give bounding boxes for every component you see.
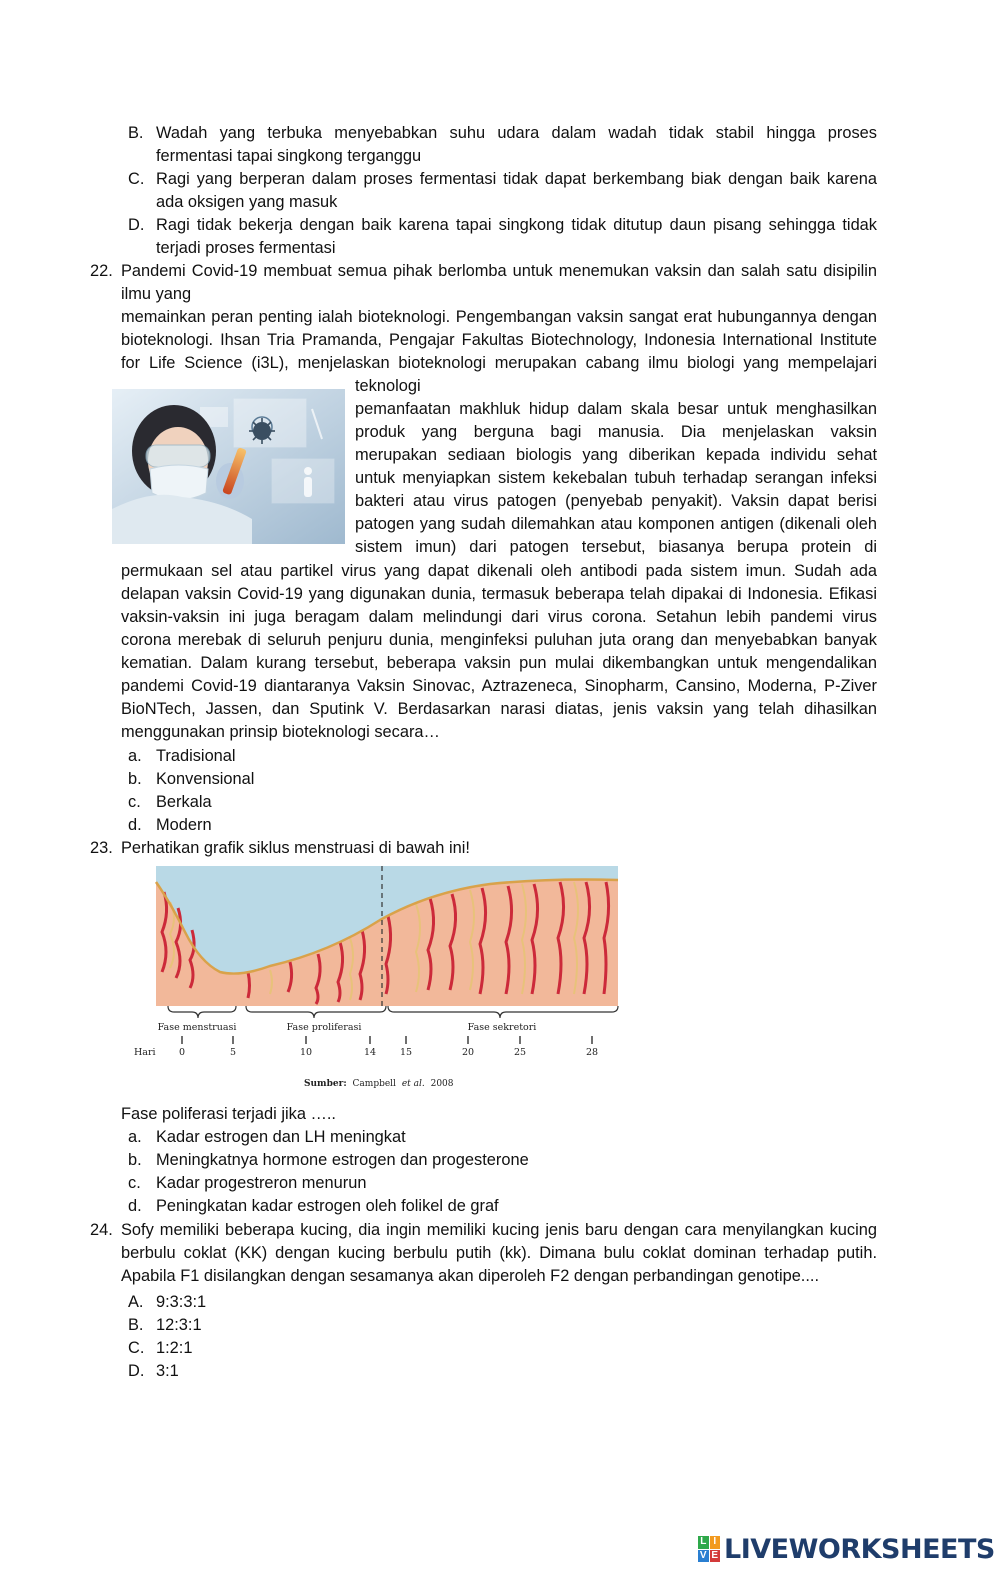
q23-option-d-text: Peningkatan kadar estrogen oleh folikel de graf — [156, 1197, 499, 1215]
q22-line-18: kematian. Dalam kurang tersebut, beberapa vaksin pun mulai dikembangkan untuk mengendalikan — [121, 654, 877, 672]
phase-label-sekretori: Fase sekretori — [467, 1022, 537, 1033]
q22-line-2: ilmu yang — [121, 285, 192, 303]
q23-option-a-label: a. — [128, 1128, 142, 1146]
q22-option-a-text: Tradisional — [156, 747, 236, 765]
q23-prompt: Fase poliferasi terjadi jika ….. — [121, 1105, 336, 1123]
q22-line-17: corona merebak di seluruh penjuru dunia, menginfeksi puluhan juta orang dan menyebabkan banyak — [121, 631, 877, 649]
day-axis-label: Hari — [134, 1047, 156, 1058]
q22-line-11: bakteri atau virus patogen (penyebab penyakit). Vaksin dapat berisi — [355, 492, 877, 510]
q22-line-13: sistem imun) dari patogen tersebut, biasanya berupa protein di — [355, 538, 877, 556]
liveworksheets-logo-icon — [698, 1536, 720, 1562]
q22-line-4: bioteknologi. Ihsan Tria Pramanda, Pengajar Fakultas Biotechnology, Indonesia International Institute — [121, 331, 877, 349]
source-year: 2008 — [430, 1079, 454, 1089]
q24-option-a-text: 9:3:3:1 — [156, 1293, 207, 1311]
q22-option-c-text: Berkala — [156, 793, 212, 811]
q23-option-a-text: Kadar estrogen dan LH meningkat — [156, 1128, 406, 1146]
liveworksheets-logo-text: LIVEWORKSHEETS — [724, 1533, 995, 1565]
q22-option-c-label: c. — [128, 793, 141, 811]
q24-line-2: berbulu coklat (KK) dengan kucing berbulu putih (kk). Dimana bulu coklat dominan terhadap putih. — [121, 1244, 877, 1262]
source-author: Campbell — [352, 1079, 396, 1089]
day-tick-label: 10 — [299, 1047, 313, 1058]
q24-option-c-text: 1:2:1 — [156, 1339, 193, 1357]
q21-option-c-label: C. — [128, 170, 145, 188]
q22-line-1: Pandemi Covid-19 membuat semua pihak berlomba untuk menemukan vaksin dan salah satu disipilin — [121, 262, 877, 280]
q21-option-d-line2: terjadi proses fermentasi — [156, 239, 336, 257]
q22-line-20: BioNTech, Jassen, dan Sputink V. Berdasarkan narasi diatas, jenis vaksin yang telah dihasilkan — [121, 700, 877, 718]
q24-line-3: Apabila F1 disilangkan dengan sesamanya akan diperoleh F2 dengan perbandingan genotipe.... — [121, 1267, 820, 1285]
q21-option-d-line1: Ragi tidak bekerja dengan baik karena tapai singkong tidak ditutup daun pisang sehingga tidak — [156, 216, 877, 234]
q21-option-c-line1: Ragi yang berperan dalam proses fermentasi tidak dapat berkembang biak dengan baik karena — [156, 170, 877, 188]
q22-line-21: menggunakan prinsip bioteknologi secara… — [121, 723, 440, 741]
source-etal: et al. — [401, 1079, 425, 1089]
q22-line-7: pemanfaatan makhluk hidup dalam skala besar untuk menghasilkan — [355, 400, 877, 418]
q22-number: 22. — [90, 262, 113, 280]
q22-line-5: for Life Science (i3L), menjelaskan bioteknologi merupakan cabang ilmu biologi yang mempelajari — [121, 354, 877, 372]
q24-option-d-text: 3:1 — [156, 1362, 179, 1380]
q22-line-10: untuk menyiapkan sistem kekebalan tubuh terhadap serangan infeksi — [355, 469, 877, 487]
diagram-source — [304, 1079, 454, 1089]
q23-option-c-label: c. — [128, 1174, 141, 1192]
q21-option-b-line2: fermentasi tapai singkong terganggu — [156, 147, 422, 165]
q22-line-14: permukaan sel atau partikel virus yang dapat dikenali oleh antibodi pada sistem imun. Sudah ada — [121, 562, 877, 580]
q23-option-c-text: Kadar progestreron menurun — [156, 1174, 367, 1192]
q22-option-a-label: a. — [128, 747, 142, 765]
q21-option-b-label: B. — [128, 124, 144, 142]
phase-label-menstruasi: Fase menstruasi — [157, 1022, 237, 1033]
q22-line-16: vaksin-vaksin ini juga beragam dalam melindungi dari virus corona. Setahun lebih pandemi virus — [121, 608, 877, 626]
liveworksheets-logo[interactable] — [698, 1532, 995, 1566]
q23-question: Perhatikan grafik siklus menstruasi di bawah ini! — [121, 839, 470, 857]
q22-option-d-text: Modern — [156, 816, 212, 834]
phase-label-proliferasi: Fase proliferasi — [286, 1022, 362, 1033]
day-tick-label: 0 — [178, 1047, 186, 1058]
menstrual-cycle-diagram — [130, 862, 620, 1094]
logo-mark-letter: I — [710, 1536, 721, 1549]
q22-line-15: delapan vaksin Covid-19 yang digunakan dunia, termasuk beberapa telah dipakai di Indonesia. Efikasi — [121, 585, 877, 603]
day-tick-label: 25 — [513, 1047, 527, 1058]
q24-number: 24. — [90, 1221, 113, 1239]
scientist-vaccine-photo — [112, 389, 345, 544]
q22-line-9: merupakan sediaan biologis yang diberikan kepada individu sehat — [355, 446, 877, 464]
logo-mark-letter: L — [698, 1536, 709, 1549]
q22-line-3: memainkan peran penting ialah bioteknologi. Pengembangan vaksin sangat erat hubungannya dengan — [121, 308, 877, 326]
q22-line-8: produk yang berguna bagi manusia. Dia menjelaskan vaksin — [355, 423, 877, 441]
day-tick-label: 14 — [363, 1047, 377, 1058]
q22-line-12: patogen yang sudah dilemahkan atau komponen antigen (dikenali oleh — [355, 515, 877, 533]
q21-option-c-line2: ada oksigen yang masuk — [156, 193, 338, 211]
q23-option-b-label: b. — [128, 1151, 142, 1169]
q22-option-d-label: d. — [128, 816, 142, 834]
phase-braces — [168, 1006, 618, 1018]
day-tick-label: 28 — [585, 1047, 599, 1058]
day-tick-label: 5 — [229, 1047, 237, 1058]
source-bold: Sumber: — [304, 1079, 347, 1089]
logo-mark-letter: E — [711, 1549, 719, 1561]
q22-option-b-text: Konvensional — [156, 770, 255, 788]
q21-option-b-line1: Wadah yang terbuka menyebabkan suhu udara dalam wadah tidak stabil hingga proses — [156, 124, 877, 142]
day-tick-label: 20 — [461, 1047, 475, 1058]
q24-option-b-text: 12:3:1 — [156, 1316, 202, 1334]
q23-number: 23. — [90, 839, 113, 857]
q22-line-19: pandemi Covid-19 diantaranya Vaksin Sinovac, Aztrazeneca, Sinopharm, Cansino, Moderna, P-Ziver — [121, 677, 877, 695]
day-ticks — [182, 1036, 592, 1044]
day-tick-label: 15 — [399, 1047, 413, 1058]
q22-line-6: teknologi — [355, 377, 421, 395]
q24-option-d-label: D. — [128, 1362, 145, 1380]
q24-line-1: Sofy memiliki beberapa kucing, dia ingin memiliki kucing jenis baru dengan cara menyilangkan kucing — [121, 1221, 877, 1239]
q22-option-b-label: b. — [128, 770, 142, 788]
q23-option-d-label: d. — [128, 1197, 142, 1215]
q23-option-b-text: Meningkatnya hormone estrogen dan progesterone — [156, 1151, 529, 1169]
logo-mark-letter: V — [699, 1549, 707, 1561]
q21-option-d-label: D. — [128, 216, 145, 234]
q24-option-b-label: B. — [128, 1316, 144, 1334]
q24-option-c-label: C. — [128, 1339, 145, 1357]
q24-option-a-label: A. — [128, 1293, 144, 1311]
